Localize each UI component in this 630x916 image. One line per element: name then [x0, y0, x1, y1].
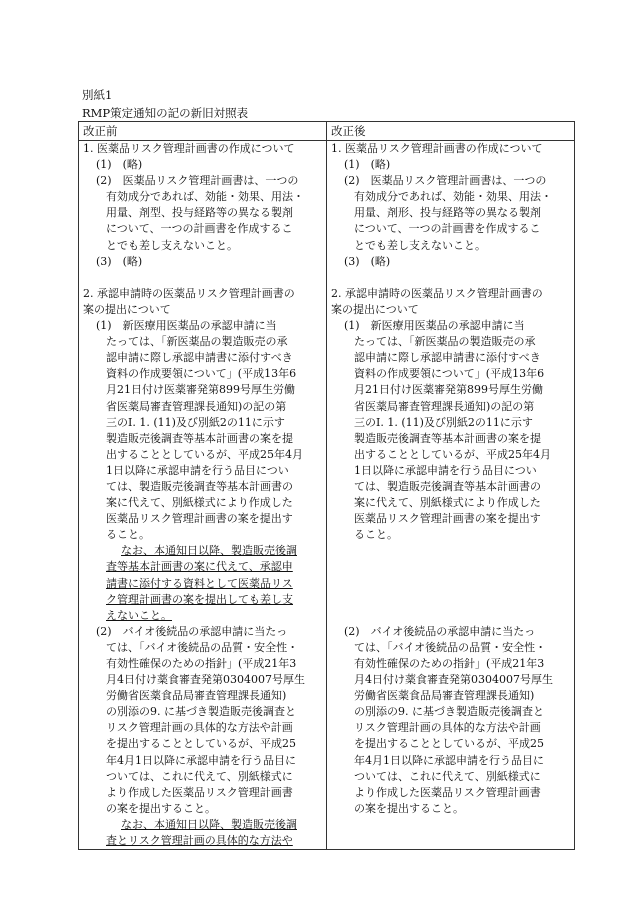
text-line: 査等基本計画書の案に代えて、承認申	[106, 560, 293, 574]
text-line: (1) 新医療用医薬品の承認申請に当	[344, 319, 525, 333]
text-line: の別添の9. に基づき製造販売後調査と	[106, 705, 296, 719]
item-2-1-note-underlined	[79, 543, 326, 623]
text-line: 1日以降に承認申請を行う品目につい	[106, 463, 289, 477]
text-line: の案を提出すること。	[106, 801, 216, 815]
item-1-1: (1) (略)	[96, 158, 143, 172]
item-1-3: (3) (略)	[344, 254, 391, 268]
text-line: 有効成分であれば、効能・効果、用法・	[354, 190, 552, 204]
text-line: なお、本通知日以降、製造販売後調	[121, 544, 297, 558]
text-line: 請書に添付する資料として医薬品リス	[106, 576, 293, 590]
item-1-3: (3) (略)	[96, 254, 143, 268]
text-line: 有効性確保のための指針」(平成21年3	[354, 657, 545, 670]
item-2-1	[327, 318, 574, 543]
section-title: 案の提出について	[83, 302, 171, 316]
text-line: 年4月1日以降に承認申請を行う品目に	[354, 753, 544, 767]
section-title: 案の提出について	[331, 302, 419, 316]
text-line: たっては、「新医薬品の製造販売の承	[354, 335, 536, 349]
text-line: より作成した医薬品リスク管理計画書	[354, 785, 541, 799]
text-line: ること。	[106, 528, 150, 542]
text-line: ついては、これに代えて、別紙様式に	[106, 769, 293, 783]
text-line: 用量、剤型、投与経路等の異なる製剤	[106, 206, 293, 220]
text-line: 三のⅠ. 1. (11)及び別紙2の11に示す	[106, 415, 285, 429]
section-title: 2. 承認申請時の医薬品リスク管理計画書の	[331, 286, 543, 300]
after-section-2	[327, 286, 574, 849]
text-line: 査とリスク管理計画の具体的な方法や	[106, 834, 293, 848]
document-title: RMP策定通知の記の新旧対照表	[82, 106, 249, 120]
table-header-row	[79, 122, 575, 141]
table-body-row	[79, 141, 575, 850]
text-line: 医薬品リスク管理計画書の案を提出す	[354, 512, 541, 526]
column-header-after: 改正後	[327, 122, 575, 141]
text-line: 有効性確保のための指針」(平成21年3	[106, 657, 297, 670]
text-line: 医薬品リスク管理計画書の案を提出す	[106, 512, 293, 526]
section-title: 2. 承認申請時の医薬品リスク管理計画書の	[83, 286, 295, 300]
text-line: について、一つの計画書を作成するこ	[106, 222, 293, 236]
after-section-1	[327, 141, 574, 270]
text-line: (1) 新医療用医薬品の承認申請に当	[96, 319, 277, 333]
column-header-before: 改正前	[79, 122, 327, 141]
text-line: 月21日付け医薬審発第899号厚生労働	[106, 383, 295, 397]
text-line: 有効成分であれば、効能・効果、用法・	[106, 190, 304, 204]
text-line: の別添の9. に基づき製造販売後調査と	[354, 705, 544, 719]
text-line: ク管理計画書の案を提出しても差し支	[106, 592, 293, 606]
text-line: 製造販売後調査等基本計画書の案を提	[354, 431, 541, 445]
text-line: について、一つの計画書を作成するこ	[354, 222, 541, 236]
item-2-2-note-underlined	[79, 817, 326, 849]
text-line: を提出することとしているが、平成25	[106, 737, 296, 751]
text-line: リスク管理計画の具体的な方法や計画	[354, 721, 541, 735]
item-2-2	[327, 624, 574, 817]
text-line: (2) 医薬品リスク管理計画書は、一つの	[344, 174, 547, 188]
text-line: 1日以降に承認申請を行う品目につい	[354, 463, 537, 477]
text-line: 三のⅠ. 1. (11)及び別紙2の11に示す	[354, 415, 533, 429]
text-line: 案に代えて、別紙様式により作成した	[354, 496, 541, 510]
section-title: 1. 医薬品リスク管理計画書の作成について	[83, 142, 295, 155]
item-2-2	[79, 624, 326, 817]
section-title: 1. 医薬品リスク管理計画書の作成について	[331, 142, 543, 155]
text-line: 認申請に際し承認申請書に添付すべき	[106, 351, 293, 365]
text-line: とでも差し支えないこと。	[106, 238, 238, 252]
text-line: 資料の作成要領について」(平成13年6	[354, 367, 545, 381]
text-line: ついては、これに代えて、別紙様式に	[354, 769, 541, 783]
text-line: を提出することとしているが、平成25	[354, 737, 544, 751]
text-line: 用量、剤形、投与経路等の異なる製剤	[354, 206, 541, 220]
text-line: (2) 医薬品リスク管理計画書は、一つの	[96, 174, 299, 188]
text-line: (2) バイオ後続品の承認申請に当たっ	[96, 624, 288, 638]
text-line: 出することとしているが、平成25年4月	[354, 447, 551, 461]
before-section-1	[79, 141, 326, 270]
after-column	[327, 141, 575, 850]
text-line: ること。	[354, 528, 398, 542]
text-line: 労働省医薬食品局審査管理課長通知)	[106, 689, 287, 703]
text-line: の案を提出すること。	[354, 801, 464, 815]
text-line: 製造販売後調査等基本計画書の案を提	[106, 431, 293, 445]
before-column	[79, 141, 327, 850]
item-1-2	[327, 173, 574, 253]
item-1-2	[79, 173, 326, 253]
text-line: なお、本通知日以降、製造販売後調	[121, 817, 297, 831]
before-section-2	[79, 286, 326, 849]
text-line: 年4月1日以降に承認申請を行う品目に	[106, 753, 296, 767]
text-line: えないこと。	[106, 608, 172, 622]
text-line: より作成した医薬品リスク管理計画書	[106, 785, 293, 799]
comparison-table	[78, 121, 575, 850]
text-line: たっては、「新医薬品の製造販売の承	[106, 335, 288, 349]
text-line: とでも差し支えないこと。	[354, 238, 486, 252]
text-line: ては、製造販売後調査等基本計画書の	[354, 479, 541, 493]
text-line: 月4日付け薬食審査発第0304007号厚生	[354, 673, 553, 687]
item-2-1	[79, 318, 326, 543]
text-line: 月21日付け医薬審発第899号厚生労働	[354, 383, 543, 397]
text-line: (2) バイオ後続品の承認申請に当たっ	[344, 624, 536, 638]
item-1-1: (1) (略)	[344, 158, 391, 172]
text-line: リスク管理計画の具体的な方法や計画	[106, 721, 293, 735]
text-line: 資料の作成要領について」(平成13年6	[106, 367, 297, 381]
text-line: 出することとしているが、平成25年4月	[106, 447, 303, 461]
text-line: 認申請に際し承認申請書に添付すべき	[354, 351, 541, 365]
text-line: 案に代えて、別紙様式により作成した	[106, 496, 293, 510]
text-line: ては、「バイオ後続品の品質・安全性・	[106, 640, 299, 654]
text-line: ては、製造販売後調査等基本計画書の	[106, 479, 293, 493]
text-line: 月4日付け薬食審査発第0304007号厚生	[106, 673, 305, 687]
text-line: 労働省医薬食品局審査管理課長通知)	[354, 689, 535, 703]
appendix-label: 別紙1	[82, 88, 113, 102]
text-line: 省医薬局審査管理課長通知)の記の第	[354, 399, 535, 413]
text-line: ては、「バイオ後続品の品質・安全性・	[354, 640, 547, 654]
text-line: 省医薬局審査管理課長通知)の記の第	[106, 399, 287, 413]
